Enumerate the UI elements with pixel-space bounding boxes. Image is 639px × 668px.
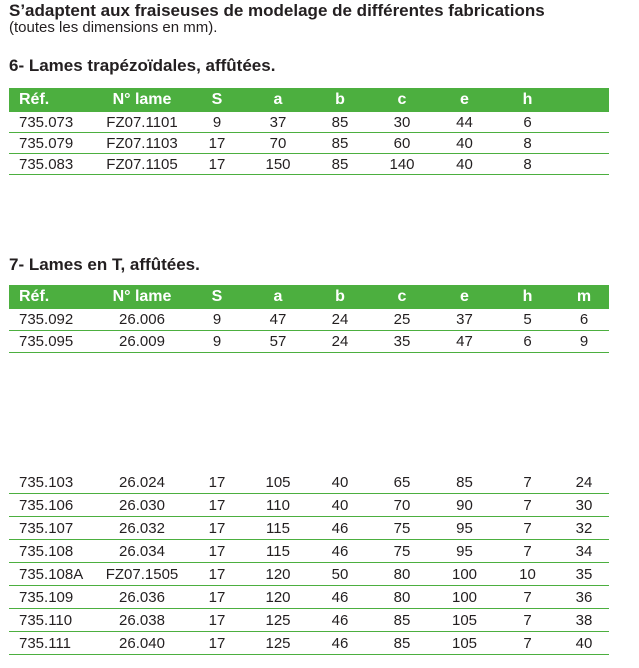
table-cell: 735.109 (9, 586, 97, 609)
table-cell: 34 (559, 540, 609, 563)
table-cell: 75 (371, 517, 433, 540)
table-cell: 115 (247, 517, 309, 540)
table-cell: 46 (309, 540, 371, 563)
table-cell: 735.095 (9, 331, 97, 353)
column-header: a (247, 285, 309, 309)
table-cell: 8 (496, 133, 559, 154)
table-cell: 735.110 (9, 609, 97, 632)
table-cell: 735.108A (9, 563, 97, 586)
column-header: c (371, 88, 433, 112)
column-header: S (187, 285, 247, 309)
table-cell: 735.103 (9, 471, 97, 494)
trapezoidal-blades-table (9, 88, 609, 175)
table-cell: 735.073 (9, 112, 97, 133)
table-cell: 115 (247, 540, 309, 563)
table-cell: 120 (247, 563, 309, 586)
table-cell: 17 (187, 632, 247, 655)
table-cell: 150 (247, 154, 309, 175)
table-cell: 24 (309, 331, 371, 353)
column-header: h (496, 285, 559, 309)
column-header: b (309, 88, 371, 112)
table-cell: 125 (247, 632, 309, 655)
table-cell: 105 (247, 471, 309, 494)
column-header: m (559, 285, 609, 309)
table-cell: 7 (496, 540, 559, 563)
table-cell: 85 (371, 632, 433, 655)
table-cell: 24 (559, 471, 609, 494)
table-row (9, 517, 609, 540)
table-cell (559, 154, 609, 175)
column-header: S (187, 88, 247, 112)
column-header: Réf. (9, 285, 97, 309)
table-cell: 735.108 (9, 540, 97, 563)
table-cell: 95 (433, 517, 496, 540)
column-header: Réf. (9, 88, 97, 112)
page-title: S’adaptent aux fraiseuses de modelage de différentes fabrications (9, 1, 545, 20)
table-cell: 57 (247, 331, 309, 353)
table-cell: 40 (433, 154, 496, 175)
column-header (559, 88, 609, 112)
table-cell: 70 (247, 133, 309, 154)
table-cell: 95 (433, 540, 496, 563)
table-header-row (9, 285, 609, 309)
table-cell: 735.092 (9, 309, 97, 331)
table-cell: 26.024 (97, 471, 187, 494)
table-cell: 735.107 (9, 517, 97, 540)
table-cell (559, 133, 609, 154)
table-cell: 37 (247, 112, 309, 133)
table-cell: 35 (559, 563, 609, 586)
table-cell: 6 (496, 112, 559, 133)
table-cell: 140 (371, 154, 433, 175)
table-cell: 17 (187, 609, 247, 632)
table-cell: 9 (559, 331, 609, 353)
table-header-row (9, 88, 609, 112)
table-cell: 735.083 (9, 154, 97, 175)
table-cell: 9 (187, 309, 247, 331)
column-header: c (371, 285, 433, 309)
table-cell: 26.040 (97, 632, 187, 655)
table-cell: 10 (496, 563, 559, 586)
column-header: b (309, 285, 371, 309)
table-cell: 7 (496, 586, 559, 609)
table-cell: 5 (496, 309, 559, 331)
table-cell: FZ07.1505 (97, 563, 187, 586)
table-row (9, 112, 609, 133)
table-cell: 120 (247, 586, 309, 609)
table-row (9, 331, 609, 353)
table-row (9, 154, 609, 175)
table-cell: 735.106 (9, 494, 97, 517)
page-subtitle: (toutes les dimensions en mm). (9, 19, 218, 36)
table-cell: 46 (309, 632, 371, 655)
table-cell: 85 (309, 112, 371, 133)
table-cell: 40 (309, 494, 371, 517)
table-cell: 26.038 (97, 609, 187, 632)
table-cell: 80 (371, 586, 433, 609)
table-cell: 7 (496, 471, 559, 494)
table-cell: 90 (433, 494, 496, 517)
table-cell: FZ07.1105 (97, 154, 187, 175)
table-cell: 17 (187, 133, 247, 154)
table-cell: 37 (433, 309, 496, 331)
table-cell: 9 (187, 331, 247, 353)
table-cell: 46 (309, 609, 371, 632)
table-cell: 17 (187, 471, 247, 494)
table-cell: 47 (247, 309, 309, 331)
column-header: a (247, 88, 309, 112)
table-row (9, 586, 609, 609)
table-cell: 47 (433, 331, 496, 353)
table-cell: 7 (496, 517, 559, 540)
table-cell: 17 (187, 563, 247, 586)
table-cell: 735.079 (9, 133, 97, 154)
table-cell: 125 (247, 609, 309, 632)
table-row (9, 632, 609, 655)
table-cell: 75 (371, 540, 433, 563)
table-cell: FZ07.1103 (97, 133, 187, 154)
table-cell: 100 (433, 563, 496, 586)
table-cell: 46 (309, 517, 371, 540)
table-cell: 26.006 (97, 309, 187, 331)
table-cell: 17 (187, 540, 247, 563)
table-cell: 17 (187, 586, 247, 609)
section-6-title: 6- Lames trapézoïdales, affûtées. (9, 56, 276, 75)
table-cell: 40 (309, 471, 371, 494)
table-row (9, 309, 609, 331)
table-cell: 85 (433, 471, 496, 494)
table-cell: 40 (559, 632, 609, 655)
table-cell (559, 112, 609, 133)
table-cell: 17 (187, 494, 247, 517)
table-cell: 17 (187, 154, 247, 175)
table-cell: 6 (496, 331, 559, 353)
table-cell: 30 (371, 112, 433, 133)
table-row (9, 609, 609, 632)
table-cell: 85 (309, 133, 371, 154)
table-row (9, 133, 609, 154)
table-cell: 70 (371, 494, 433, 517)
table-cell: 24 (309, 309, 371, 331)
table-cell: 26.032 (97, 517, 187, 540)
table-cell: 26.009 (97, 331, 187, 353)
column-header: e (433, 88, 496, 112)
table-cell: 36 (559, 586, 609, 609)
column-header: N° lame (97, 88, 187, 112)
column-header: h (496, 88, 559, 112)
table-cell: 8 (496, 154, 559, 175)
table-cell: 46 (309, 586, 371, 609)
table-cell: 40 (433, 133, 496, 154)
table-row (9, 471, 609, 494)
column-header: e (433, 285, 496, 309)
table-cell: 65 (371, 471, 433, 494)
table-cell: 35 (371, 331, 433, 353)
table-cell: 110 (247, 494, 309, 517)
table-row (9, 563, 609, 586)
table-row (9, 494, 609, 517)
table-cell: 9 (187, 112, 247, 133)
table-cell: 32 (559, 517, 609, 540)
table-cell: 100 (433, 586, 496, 609)
t-blades-table-continued (9, 471, 609, 655)
table-cell: 7 (496, 632, 559, 655)
table-cell: 60 (371, 133, 433, 154)
table-cell: 26.034 (97, 540, 187, 563)
table-cell: FZ07.1101 (97, 112, 187, 133)
table-cell: 44 (433, 112, 496, 133)
table-cell: 105 (433, 609, 496, 632)
table-cell: 25 (371, 309, 433, 331)
table-cell: 30 (559, 494, 609, 517)
t-blades-table (9, 285, 609, 353)
table-row (9, 540, 609, 563)
section-7-title: 7- Lames en T, affûtées. (9, 255, 200, 274)
table-cell: 7 (496, 494, 559, 517)
table-cell: 85 (309, 154, 371, 175)
table-cell: 38 (559, 609, 609, 632)
table-cell: 17 (187, 517, 247, 540)
column-header: N° lame (97, 285, 187, 309)
table-cell: 80 (371, 563, 433, 586)
table-cell: 85 (371, 609, 433, 632)
table-cell: 26.030 (97, 494, 187, 517)
table-cell: 6 (559, 309, 609, 331)
table-cell: 105 (433, 632, 496, 655)
table-cell: 50 (309, 563, 371, 586)
table-cell: 7 (496, 609, 559, 632)
table-cell: 26.036 (97, 586, 187, 609)
table-cell: 735.111 (9, 632, 97, 655)
